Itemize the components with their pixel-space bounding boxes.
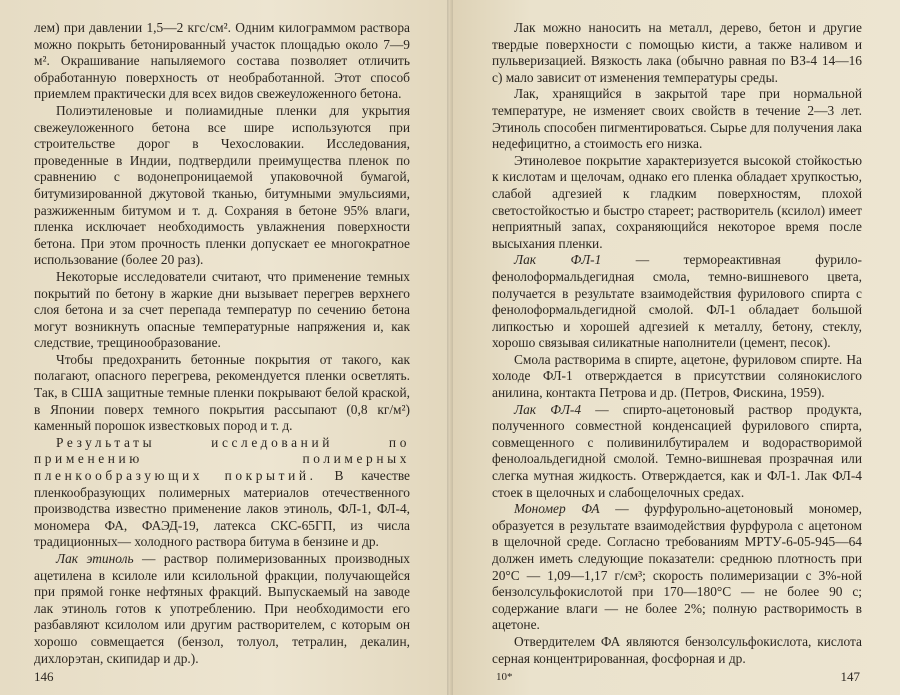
- left-paragraph-2: Полиэтиленовые и полиамидные пленки для укрытия свежеуложенного бетона все шире используются при строительстве дорог в Чехословакии. Исследования, проведенные в Индии, подтвердили преимущества пленок по сравнению с водонепроницаемой упаковочной бумагой, битумизированной джутовой тканью, битумными эмульсиями, разжиженным битумом и т. д. Сохраняя в бетоне 95% влаги, пленка исключает необходимость увлажнения поверхности бетона. При этом прочность пленки допускает ее многократное использование (более 20 раз).: [34, 102, 410, 268]
- left-paragraph-6: [34, 551, 410, 667]
- left-paragraph-4: Чтобы предохранить бетонные покрытия от такого, как полагают, опасного перегрева, рекомендуется пленки осветлять. Так, в США защитные темные пленки покрывают белой краской, в Японии поверх темного покрытия рассыпают (0,8 кг/м²) каменный порошок известковых пород и т. д.: [34, 351, 410, 434]
- fl1-text: — термореактивная фурило-фенолоформальдегидная смола, темно-вишневого цвета, получается в результате взаимодействия фурилового спирта с фенолоформальдегидной смолой. ФЛ-1 обладает большой липкостью и хорошей адгезией к металлу, бетону, стеклу, хорошо связывая силикатные наполнители (цемент, песок).: [492, 252, 862, 351]
- fl4-term: Лак ФЛ-4: [514, 401, 582, 417]
- fa-term: Мономер ФА: [514, 501, 600, 517]
- etinol-text: — раствор полимеризованных производных ацетилена в ксилоле или ксилольной фракции, получающейся при прямой гонке нефтяных фракций. Выпускаемый на заводе лак этиноль готов к употреблению. При необходимости его разбавляют ксилолом или другим растворителем, с которым он хорошо совмещается (бензол, толуол, тетралин, декалин, дихлорэтан, скипидар и др.).: [34, 551, 411, 666]
- spaced-heading: Результаты исследований по применению полимерных пленкообразующих покрытий.: [34, 434, 410, 484]
- left-paragraph-1: лем) при давлении 1,5—2 кгс/см². Одним килограммом раствора можно покрыть бетонированный участок площадью около 7—9 м². Окрашивание напыляемого состава позволяет отличить обработанную поверхность от необработанной. Этот способ приемлем практически для всех видов свежеуложенного бетона.: [34, 20, 410, 102]
- etinol-term: Лак этиноль: [56, 551, 134, 566]
- right-paragraph-fa: [492, 501, 862, 634]
- page-number-left: 146: [34, 669, 54, 684]
- right-paragraph-fl4: [492, 402, 862, 502]
- right-paragraph-last: Отвердителем ФА являются бензолсульфокислота, кислота серная концентрированная, фосфорная и др.: [492, 633, 862, 666]
- right-page: [450, 0, 900, 695]
- left-paragraph-5: [34, 435, 410, 551]
- right-paragraph-1: Лак можно наносить на металл, дерево, бетон и другие твердые поверхности с помощью кисти, а также наливом и пульверизацией. Вязкость лака (обычно равная по ВЗ-4 14—16 с) мало зависит от изменения температуры среды.: [492, 20, 862, 85]
- right-paragraph-fl1: [492, 252, 862, 352]
- right-paragraph-2: Лак, хранящийся в закрытой таре при нормальной температуре, не изменяет своих свойств в течение 2—3 лет. Этиноль способен пигментироваться. Сырье для получения лака недефицитно, а стоимость его низка.: [492, 86, 862, 152]
- right-paragraph-3: Этинолевое покрытие характеризуется высокой стойкостью к кислотам и щелочам, однако его пленка обладает хрупкостью, слабой адгезией к гладким поверхностям, плохой светостойкостью и быстро стареет; растворитель (ксилол) имеет неприятный запах, сохраняющийся некоторое время после высыхания пленки.: [492, 152, 862, 251]
- right-paragraph-fl1-2: Смола растворима в спирте, ацетоне, фуриловом спирте. На холоде ФЛ-1 отверждается в присутствии солянокислого анилина, контакта Петрова и др. (Петров, Фискина, 1959).: [492, 351, 862, 401]
- fl4-text: — спирто-ацетоновый раствор продукта, полученного совместной конденсацией фурилового спирта, совмещенного с поливинилбутиралем и водорастворимой фенолоальдегидной смолой. Темно-вишневая прозрачная или слегка мутная жидкость. Отверждается, как и ФЛ-1. Лак ФЛ-4 стоек в щелочных и слабощелочных средах.: [492, 401, 862, 500]
- page-number-right: 147: [840, 669, 860, 684]
- fa-text: — фурфурольно-ацетоновый мономер, образуется в результате взаимодействия фурфурола с ацетоном в щелочной среде. Согласно требованиям МРТУ-6-05-945—64 должен иметь следующие показатели: среднюю плотность при 20°С — 1,09—1,17 г/см³; скорость полимеризации с 3%-ной бензолсульфокислотой при 170—180°С — не более 90 с; содержание влаги — не более 2%; полную растворимость в ацетоне.: [492, 501, 862, 633]
- fl1-term: Лак ФЛ-1: [514, 252, 602, 268]
- heading-tail: В качестве пленкообразующих полимерных материалов отечественного производства известно применение лаков этиноль, ФЛ-1, ФЛ-4, мономера ФА, ФАЭД-19, латекса СКС-65ГП, из числа традиционных— холодного раствора битума в бензине и др.: [34, 468, 411, 550]
- left-paragraph-3: Некоторые исследователи считают, что применение темных покрытий по бетону в жаркие дни вызывает перегрев верхнего слоя бетона и за счет перепада температур по сечению бетона могут возникнуть опасные температурные напряжения и, как следствие, трещинообразование.: [34, 268, 410, 351]
- signature-mark: 10*: [496, 671, 513, 683]
- book-gutter: [447, 0, 453, 695]
